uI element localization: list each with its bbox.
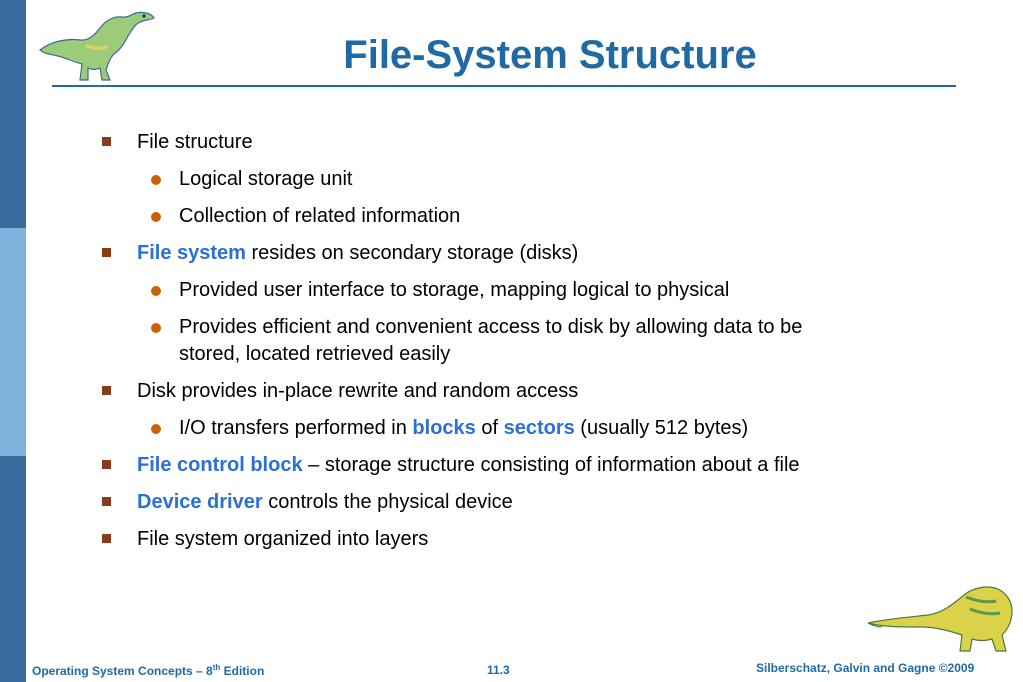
- footer-superscript: th: [212, 663, 221, 672]
- footer-copyright: Silberschatz, Galvin and Gagne ©2009: [756, 661, 975, 675]
- item-text: resides on secondary storage (disks): [245, 242, 579, 264]
- square-bullet-icon: [102, 386, 111, 395]
- square-bullet-icon: [102, 534, 111, 543]
- dot-bullet-icon: [151, 323, 161, 333]
- page-title: File-System Structure: [343, 33, 757, 77]
- list-item: Logical storage unit: [179, 168, 353, 190]
- list-item: File system organized into layers: [137, 528, 429, 550]
- list-item: Provided user interface to storage, mapping logical to physical: [179, 279, 730, 301]
- footer-text: Edition: [220, 664, 265, 678]
- footer-text: Operating System Concepts – 8: [32, 664, 213, 678]
- dot-bullet-icon: [151, 424, 161, 434]
- list-item: Collection of related information: [179, 205, 461, 227]
- square-bullet-icon: [102, 248, 111, 257]
- dot-bullet-icon: [151, 175, 161, 185]
- dot-bullet-icon: [151, 286, 161, 296]
- highlight-term: Device driver: [137, 491, 263, 513]
- dot-bullet-icon: [151, 212, 161, 222]
- list-item-continuation: stored, located retrieved easily: [179, 343, 451, 365]
- list-item: Provides efficient and convenient access to disk by allowing data to be: [179, 316, 803, 338]
- highlight-term: sectors: [503, 417, 575, 439]
- square-bullet-icon: [102, 137, 111, 146]
- list-item: File structure: [137, 131, 253, 153]
- item-text: of: [475, 417, 504, 439]
- item-text: controls the physical device: [262, 491, 513, 513]
- square-bullet-icon: [102, 497, 111, 506]
- item-text: – storage structure consisting of information about a file: [302, 454, 800, 476]
- item-text: (usually 512 bytes): [574, 417, 749, 439]
- item-text: I/O transfers performed in: [179, 417, 413, 439]
- square-bullet-icon: [102, 460, 111, 469]
- list-item: Disk provides in-place rewrite and random access: [137, 380, 579, 402]
- highlight-term: blocks: [412, 417, 476, 439]
- highlight-term: File control block: [137, 454, 303, 476]
- highlight-term: File system: [137, 242, 246, 264]
- list-item: [137, 240, 578, 266]
- page-number: 11.3: [487, 663, 510, 677]
- footer-book-title: [32, 663, 264, 678]
- list-item: [137, 452, 800, 478]
- list-item: [179, 415, 748, 441]
- list-item: [137, 489, 513, 515]
